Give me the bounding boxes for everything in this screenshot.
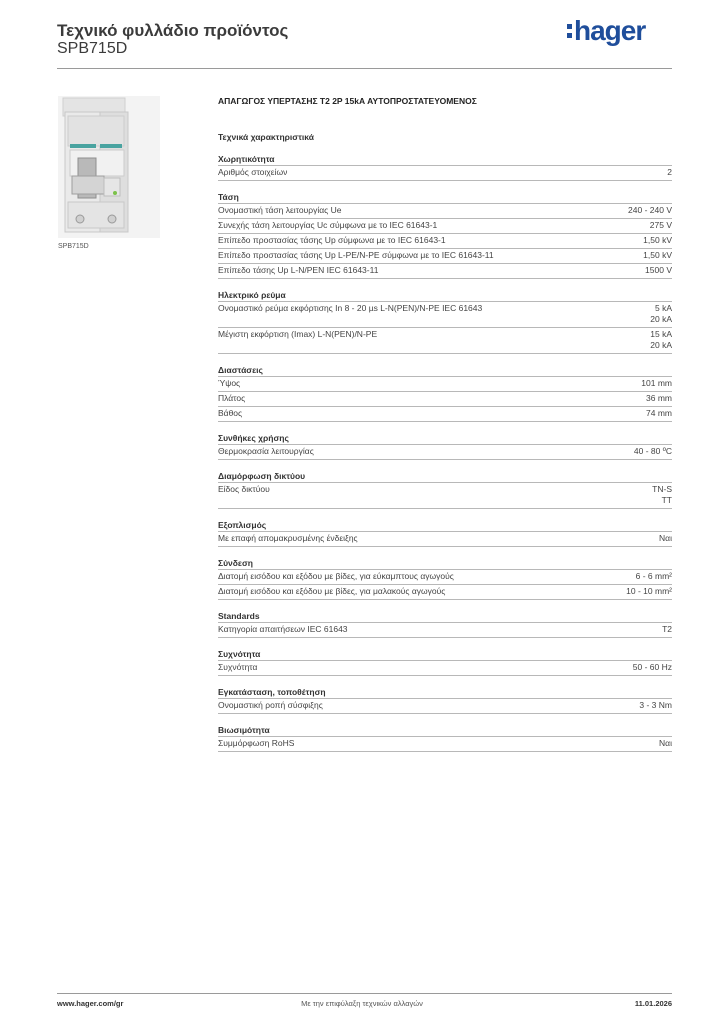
product-code: SPB715D xyxy=(57,40,128,57)
spec-section xyxy=(218,647,672,676)
spec-values xyxy=(659,738,672,749)
spec-values xyxy=(645,265,672,276)
spec-label: Θερμοκρασία λειτουργίας xyxy=(218,446,314,456)
spec-label: Ονομαστική τάση λειτουργίας Ue xyxy=(218,205,342,215)
spec-content xyxy=(218,96,672,761)
spec-value: T2 xyxy=(662,624,672,634)
section-title: Εξοπλισμός xyxy=(218,518,672,532)
spec-values xyxy=(646,393,672,404)
section-title: Standards xyxy=(218,609,672,623)
spec-values xyxy=(667,167,672,178)
spec-row xyxy=(218,204,672,219)
footer-divider xyxy=(57,993,672,994)
footer-date: 11.01.2026 xyxy=(634,999,672,1008)
spec-value: 40 - 80 ºC xyxy=(633,446,672,456)
spec-value: 101 mm xyxy=(641,378,672,388)
spec-value: 20 kA xyxy=(650,340,672,350)
spec-row xyxy=(218,407,672,422)
spec-section xyxy=(218,518,672,547)
spec-label: Διατομή εισόδου και εξόδου με βίδες, για μαλακούς αγωγούς xyxy=(218,586,446,596)
spec-row xyxy=(218,377,672,392)
spec-values xyxy=(650,329,672,351)
product-image xyxy=(58,96,160,238)
spec-values xyxy=(628,205,672,216)
spec-section xyxy=(218,556,672,600)
spec-section xyxy=(218,685,672,714)
spec-value: 36 mm xyxy=(646,393,672,403)
image-caption: SPB715D xyxy=(58,243,89,250)
spec-values xyxy=(636,571,672,582)
spec-section xyxy=(218,288,672,354)
spec-values xyxy=(646,408,672,419)
spec-section xyxy=(218,723,672,752)
section-title: Βιωσιμότητα xyxy=(218,723,672,737)
section-title: Χωρητικότητα xyxy=(218,152,672,166)
spec-value: TN-S xyxy=(652,484,672,494)
section-title: Διαστάσεις xyxy=(218,363,672,377)
spec-values xyxy=(633,662,672,673)
spec-row xyxy=(218,532,672,547)
spec-value: 5 kA xyxy=(654,303,672,313)
document-title: Τεχνικό φυλλάδιο προϊόντος xyxy=(57,21,289,40)
section-title: Συνθήκες χρήσης xyxy=(218,431,672,445)
tech-specs-heading: Τεχνικά χαρακτηριστικά xyxy=(218,132,314,142)
spec-row xyxy=(218,392,672,407)
spec-row xyxy=(218,445,672,460)
spec-label: Είδος δικτύου xyxy=(218,484,270,494)
spec-value: 2 xyxy=(667,167,672,177)
spec-values xyxy=(639,700,672,711)
spec-row xyxy=(218,328,672,354)
spec-value: 1500 V xyxy=(645,265,672,275)
spec-label: Βάθος xyxy=(218,408,243,418)
section-title: Τάση xyxy=(218,190,672,204)
spec-value: 20 kA xyxy=(650,314,672,324)
spec-row xyxy=(218,249,672,264)
spec-row xyxy=(218,166,672,181)
spec-value: 1,50 kV xyxy=(643,235,672,245)
logo-text: hager xyxy=(574,15,646,46)
spec-values xyxy=(643,235,672,246)
spec-label: Επίπεδο προστασίας τάσης Up L-PE/N-PE σύμφωνα με το IEC 61643-11 xyxy=(218,250,494,260)
spec-value: TT xyxy=(661,495,672,505)
spec-value: 240 - 240 V xyxy=(628,205,672,215)
spec-row xyxy=(218,219,672,234)
spec-section xyxy=(218,431,672,460)
spec-row xyxy=(218,699,672,714)
spec-value: 6 - 6 mm² xyxy=(635,571,672,581)
spec-label: Ονομαστική ροπή σύσφιξης xyxy=(218,700,323,710)
spec-section xyxy=(218,609,672,638)
spec-row xyxy=(218,483,672,509)
spec-label: Επίπεδο τάσης Up L-N/PEN IEC 61643-11 xyxy=(218,265,379,275)
spec-values xyxy=(652,484,672,506)
spec-section xyxy=(218,469,672,509)
surge-protector-image xyxy=(58,96,160,238)
spec-value: 3 - 3 Nm xyxy=(639,700,672,710)
spec-row xyxy=(218,737,672,752)
spec-value: 275 V xyxy=(649,220,672,230)
spec-values xyxy=(643,250,672,261)
spec-values xyxy=(659,533,672,544)
spec-values xyxy=(662,624,672,635)
spec-label: Επίπεδο προστασίας τάσης Up σύμφωνα με το IEC 61643-1 xyxy=(218,235,446,245)
footer-website: www.hager.com/gr xyxy=(57,999,124,1008)
hager-logo xyxy=(567,16,645,46)
spec-row xyxy=(218,661,672,676)
spec-value: 74 mm xyxy=(646,408,672,418)
spec-values xyxy=(650,220,672,231)
spec-value: 1,50 kV xyxy=(643,250,672,260)
spec-label: Αριθμός στοιχείων xyxy=(218,167,288,177)
spec-value: 10 - 10 mm² xyxy=(626,586,672,596)
spec-label: Μέγιστη εκφόρτιση (Imax) L-N(PEN)/N-PE xyxy=(218,329,378,339)
spec-row xyxy=(218,623,672,638)
spec-label: Συχνότητα xyxy=(218,662,258,672)
spec-row xyxy=(218,264,672,279)
spec-values xyxy=(634,446,672,457)
spec-values xyxy=(641,378,672,389)
spec-label: Συμμόρφωση RoHS xyxy=(218,738,295,748)
section-title: Διαμόρφωση δικτύου xyxy=(218,469,672,483)
section-title: Σύνδεση xyxy=(218,556,672,570)
footer-notice: Με την επιφύλαξη τεχνικών αλλαγών xyxy=(301,999,423,1008)
logo-colon-mark xyxy=(567,24,572,38)
spec-value: 50 - 60 Hz xyxy=(632,662,672,672)
spec-label: Ύψος xyxy=(218,378,241,388)
spec-label: Κατηγορία απαιτήσεων IEC 61643 xyxy=(218,624,348,634)
spec-sections xyxy=(218,152,672,752)
spec-values xyxy=(626,586,672,597)
spec-values xyxy=(650,303,672,325)
spec-section xyxy=(218,190,672,279)
spec-label: Με επαφή απομακρυσμένης ένδειξης xyxy=(218,533,358,543)
spec-section xyxy=(218,152,672,181)
spec-value: 15 kA xyxy=(650,329,672,339)
product-name: ΑΠΑΓΩΓΟΣ ΥΠΕΡΤΑΣΗΣ T2 2P 15kA ΑΥΤΟΠΡΟΣΤΑΤΕΥΟΜΕΝΟΣ xyxy=(218,96,477,106)
spec-row xyxy=(218,585,672,600)
spec-value: Ναι xyxy=(659,738,672,748)
spec-section xyxy=(218,363,672,422)
spec-label: Διατομή εισόδου και εξόδου με βίδες, για εύκαμπτους αγωγούς xyxy=(218,571,454,581)
spec-label: Πλάτος xyxy=(218,393,246,403)
header-divider xyxy=(57,68,672,69)
spec-label: Συνεχής τάση λειτουργίας Uc σύμφωνα με το IEC 61643-1 xyxy=(218,220,438,230)
section-title: Ηλεκτρικό ρεύμα xyxy=(218,288,672,302)
section-title: Εγκατάσταση, τοποθέτηση xyxy=(218,685,672,699)
spec-label: Ονομαστικό ρεύμα εκφόρτισης In 8 - 20 µs L-N(PEN)/N-PE IEC 61643 xyxy=(218,303,483,313)
spec-row xyxy=(218,302,672,328)
spec-row xyxy=(218,234,672,249)
section-title: Συχνότητα xyxy=(218,647,672,661)
spec-row xyxy=(218,570,672,585)
spec-value: Ναι xyxy=(659,533,672,543)
